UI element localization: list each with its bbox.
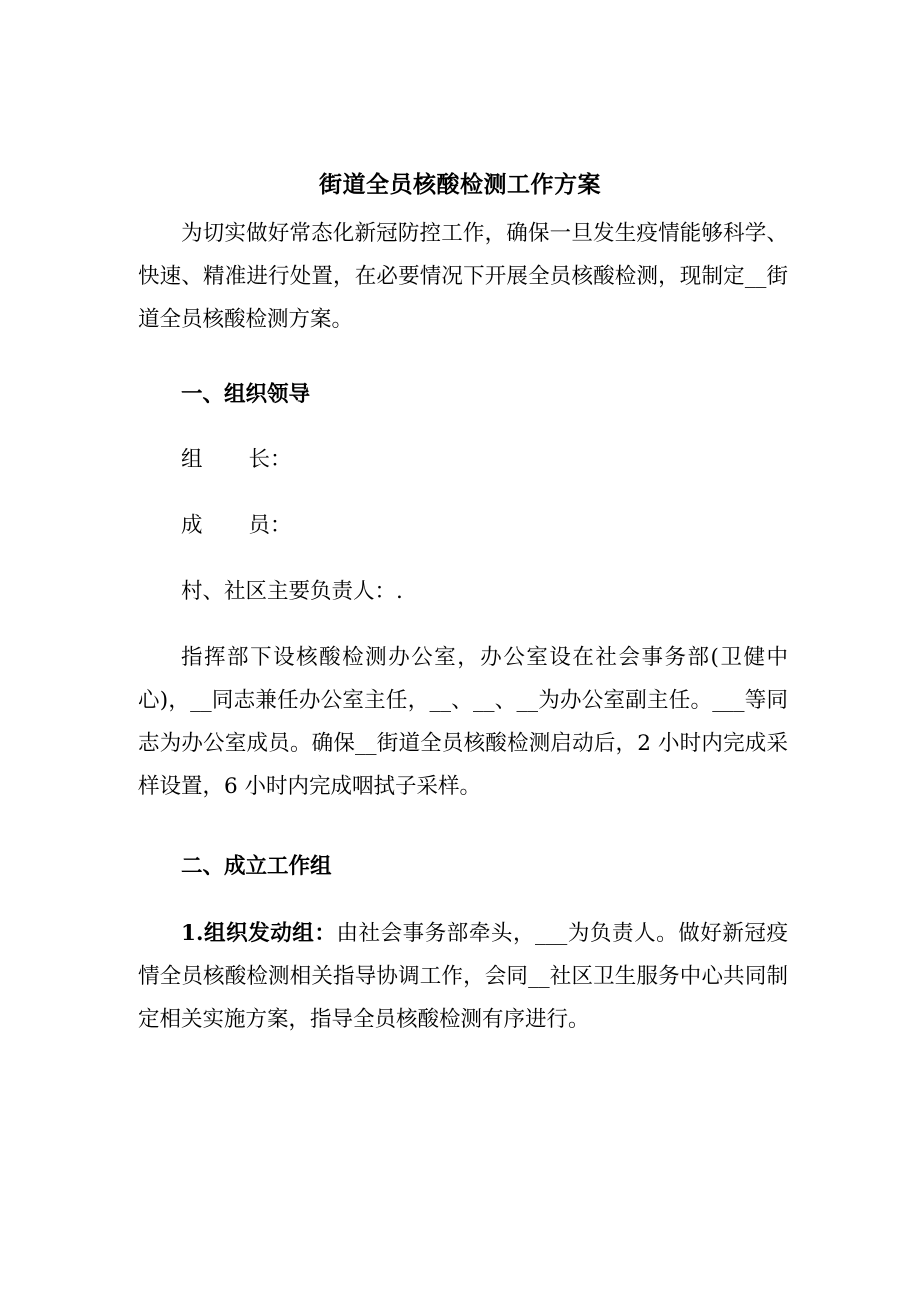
workgroup-item-1 <box>138 912 788 1041</box>
village-heads-line: 村、社区主要负责人：. <box>181 579 403 604</box>
member-line <box>181 504 292 547</box>
member-label-first: 成 <box>181 513 203 538</box>
member-label-second: 员： <box>248 513 292 538</box>
workgroup-item-1-lead: 1.组织发动组： <box>181 921 337 946</box>
office-paragraph: 指挥部下设核酸检测办公室，办公室设在社会事务部(卫健中心)，__同志兼任办公室主任，__、__、__为办公室副主任。___等同志为办公室成员。确保__街道全员核酸检测启动后，2 小时内完成采样设置，6 小时内完成咽拭子采样。 <box>138 645 788 799</box>
leader-label-second: 长： <box>248 447 292 472</box>
section-heading-organization: 一、组织领导 <box>181 382 311 407</box>
intro-paragraph: 为切实做好常态化新冠防控工作，确保一旦发生疫情能够科学、快速、精准进行处置，在必要情况下开展全员核酸检测，现制定__街道全员核酸检测方案。 <box>138 221 788 332</box>
leader-line <box>181 438 292 481</box>
document-title: 街道全员核酸检测工作方案 <box>319 171 601 198</box>
section-heading-workgroups: 二、成立工作组 <box>181 854 332 879</box>
workgroup-item-1-text: 由社会事务部牵头，___为负责人。做好新冠疫情全员核酸检测相关指导协调工作，会同__社区卫生服务中心共同制定相关实施方案，指导全员核酸检测有序进行。 <box>138 921 788 1032</box>
leader-label-first: 组 <box>181 447 203 472</box>
